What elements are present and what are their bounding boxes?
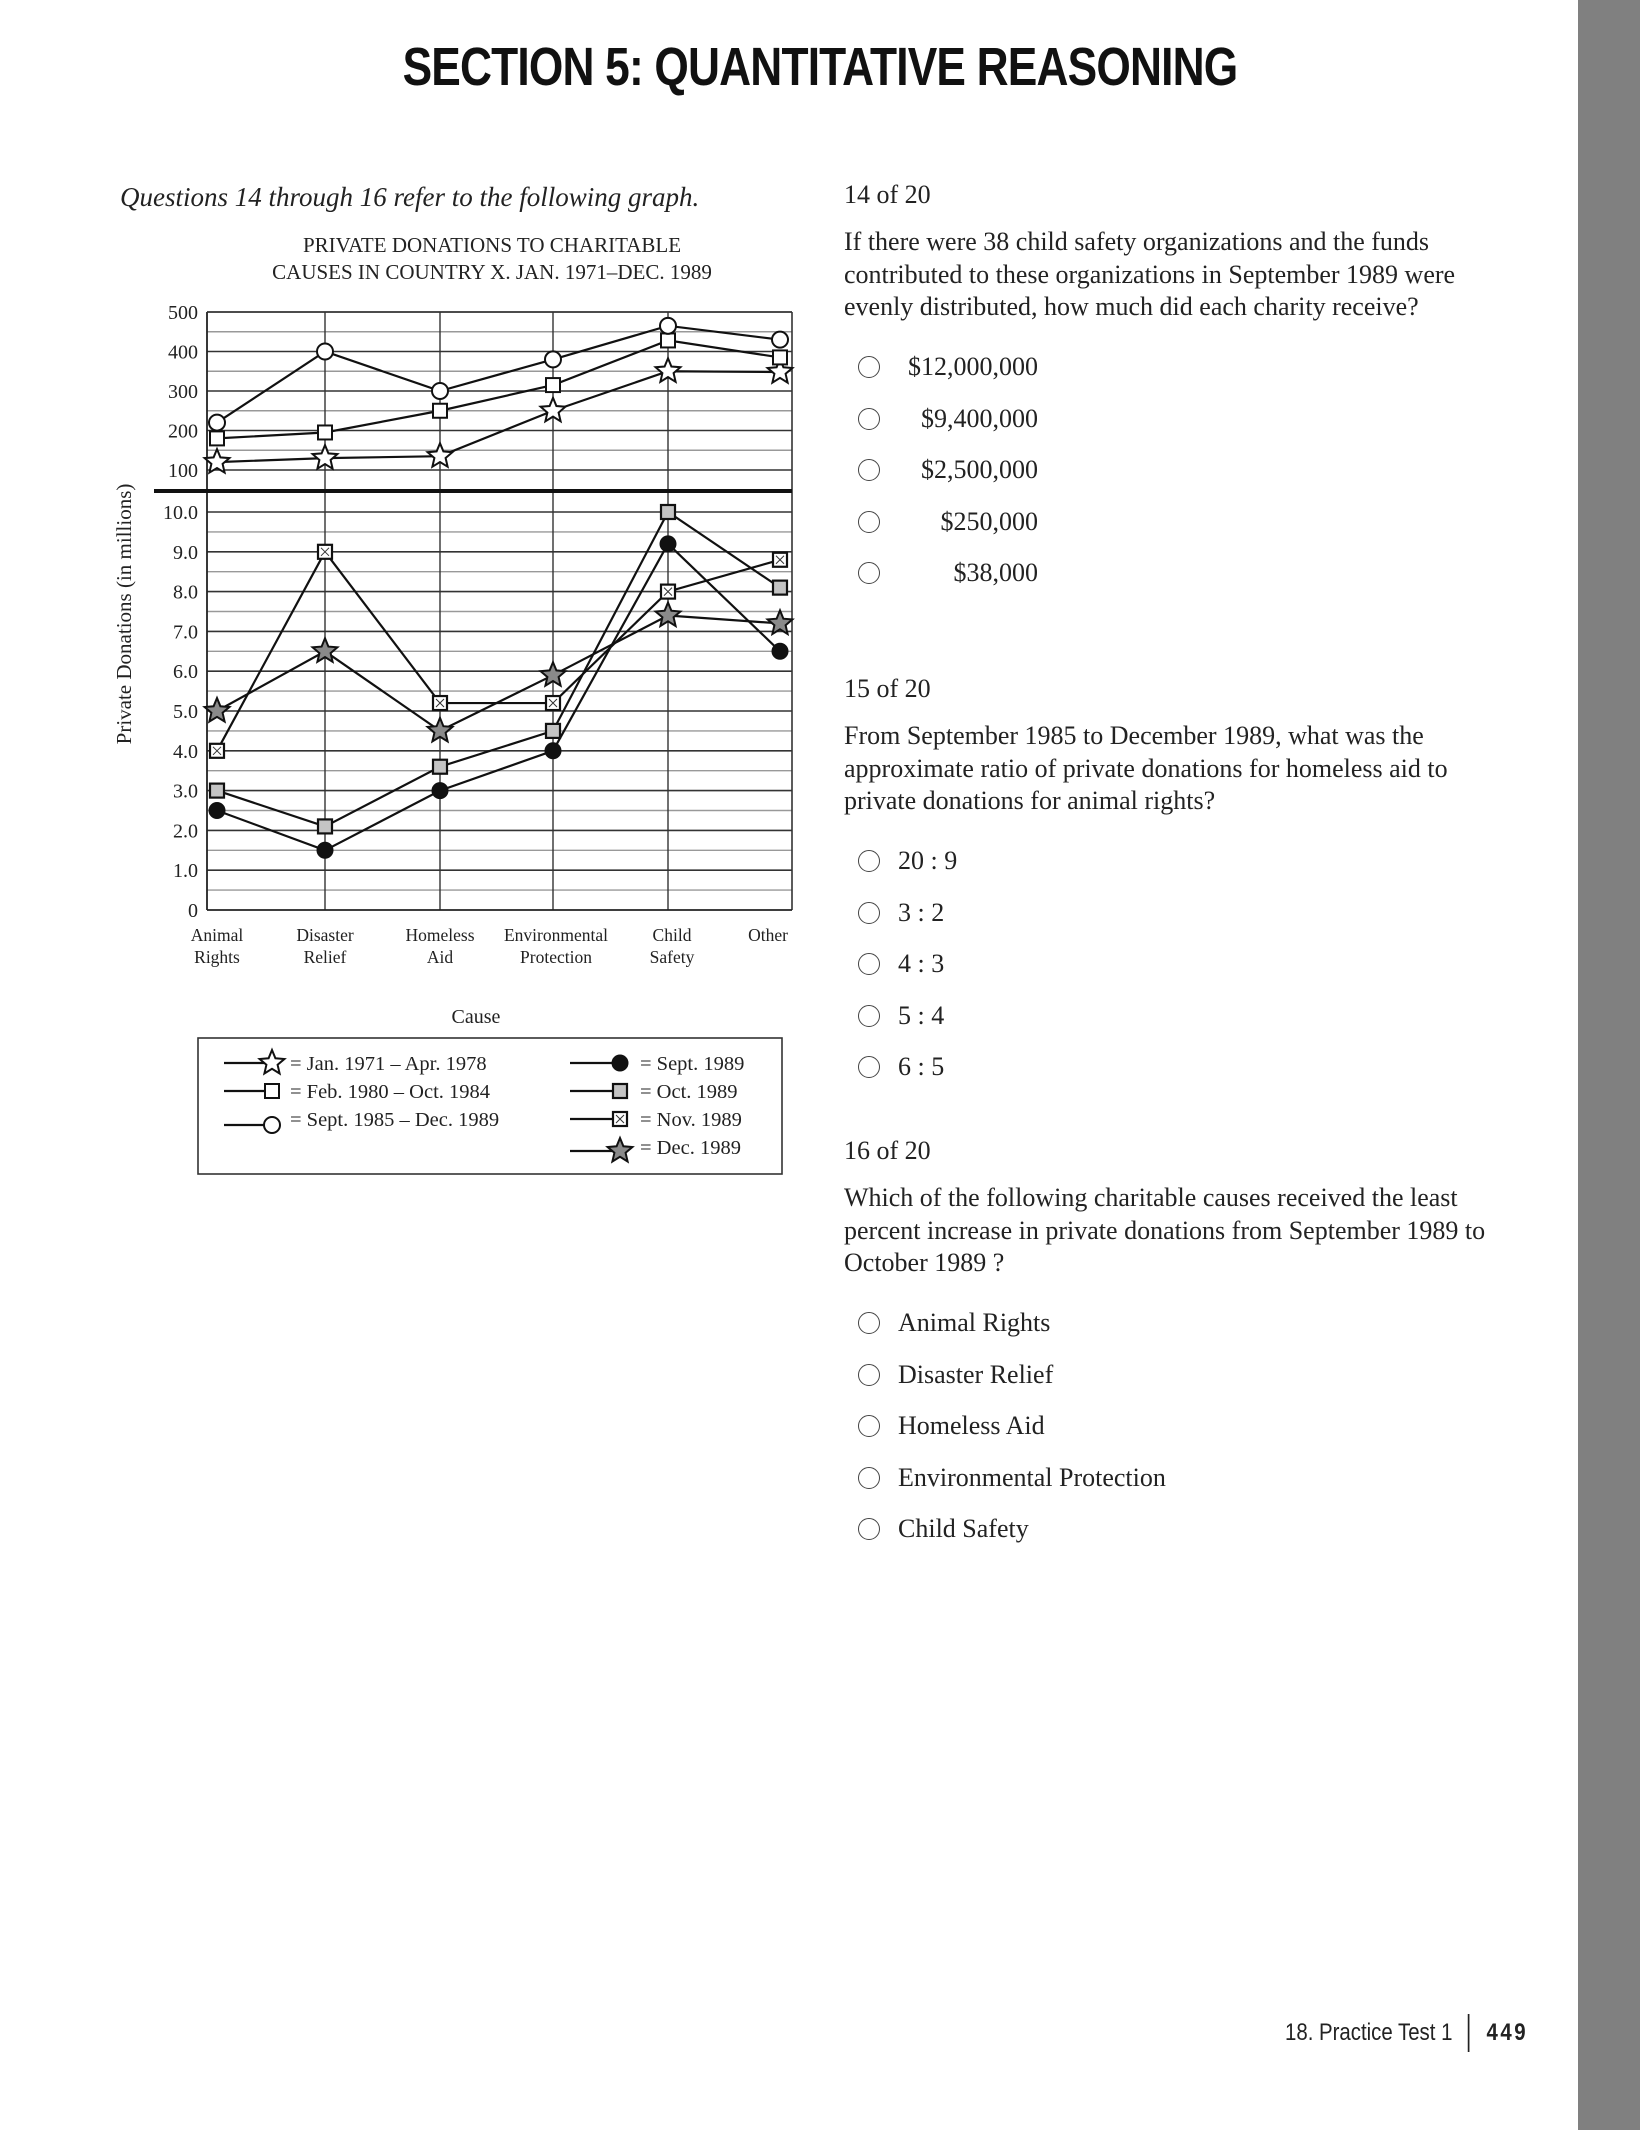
question-text: From September 1985 to December 1989, what was the approximate ratio of private donations for homeless aid to private donations for animal rights? bbox=[844, 721, 1448, 815]
data-point bbox=[318, 545, 332, 559]
x-tick-label: Protection bbox=[520, 947, 592, 967]
y-tick-label: 2.0 bbox=[173, 820, 198, 843]
x-axis-label: Cause bbox=[451, 1006, 501, 1028]
question-number: 16 of 20 bbox=[844, 1136, 931, 1165]
data-point bbox=[661, 505, 675, 519]
data-point bbox=[773, 553, 787, 567]
option-label: 6 : 5 bbox=[898, 1052, 945, 1082]
option-label: Disaster Relief bbox=[898, 1359, 1054, 1389]
data-point bbox=[541, 398, 566, 422]
x-tick-label: Disaster bbox=[296, 925, 354, 945]
answer-option[interactable] bbox=[844, 393, 1524, 445]
data-point bbox=[433, 696, 447, 710]
data-point bbox=[546, 724, 560, 738]
data-point bbox=[209, 803, 225, 819]
question-text: If there were 38 child safety organizations and the funds contributed to these organizations in September 1989 were evenly distributed, how much did each charity receive? bbox=[844, 227, 1456, 321]
data-point bbox=[432, 783, 448, 799]
x-tick-label: Aid bbox=[426, 947, 454, 967]
data-point bbox=[772, 643, 788, 659]
page-number: 449 bbox=[1486, 2019, 1529, 2046]
question-15 bbox=[844, 674, 1524, 1093]
radio-button[interactable] bbox=[858, 511, 880, 533]
question-14 bbox=[844, 180, 1524, 599]
donations-chart bbox=[0, 0, 800, 1200]
answer-option[interactable] bbox=[844, 342, 1524, 394]
radio-button[interactable] bbox=[858, 1518, 880, 1540]
answer-option[interactable] bbox=[844, 445, 1524, 497]
series-line bbox=[217, 544, 780, 850]
legend-label: = Dec. 1989 bbox=[640, 1137, 741, 1159]
radio-button[interactable] bbox=[858, 1364, 880, 1386]
chart-legend bbox=[198, 1038, 782, 1174]
legend-label: = Feb. 1980 – Oct. 1984 bbox=[290, 1081, 491, 1103]
data-point bbox=[205, 698, 230, 722]
data-point bbox=[317, 344, 333, 360]
x-tick-label: Animal bbox=[190, 925, 244, 945]
legend-marker bbox=[265, 1084, 279, 1098]
legend-marker bbox=[608, 1138, 633, 1162]
data-point bbox=[210, 744, 224, 758]
data-point bbox=[428, 718, 453, 742]
radio-button[interactable] bbox=[858, 356, 880, 378]
radio-button[interactable] bbox=[858, 1312, 880, 1334]
answer-option[interactable] bbox=[844, 1504, 1524, 1556]
radio-button[interactable] bbox=[858, 459, 880, 481]
y-tick-label: 0 bbox=[188, 900, 198, 922]
x-tick-label: Child bbox=[652, 925, 692, 945]
x-tick-label: Homeless bbox=[405, 925, 475, 945]
legend-marker bbox=[264, 1117, 280, 1133]
y-tick-label: 3.0 bbox=[173, 780, 198, 803]
radio-button[interactable] bbox=[858, 1056, 880, 1078]
data-point bbox=[432, 383, 448, 399]
data-point bbox=[656, 603, 681, 627]
y-tick-label: 100 bbox=[168, 460, 198, 482]
data-point bbox=[546, 378, 560, 392]
legend-marker bbox=[613, 1084, 627, 1098]
radio-button[interactable] bbox=[858, 1467, 880, 1489]
y-tick-label: 5.0 bbox=[173, 701, 198, 723]
y-tick-label: 200 bbox=[168, 420, 198, 443]
legend-label: = Jan. 1971 – Apr. 1978 bbox=[290, 1053, 487, 1075]
data-point bbox=[772, 332, 788, 348]
y-tick-label: 7.0 bbox=[173, 621, 198, 644]
option-label: $2,500,000 bbox=[921, 455, 1038, 485]
option-label: $9,400,000 bbox=[921, 403, 1038, 433]
answer-option[interactable] bbox=[844, 1298, 1524, 1350]
radio-button[interactable] bbox=[858, 902, 880, 924]
answer-option[interactable] bbox=[844, 887, 1524, 939]
radio-button[interactable] bbox=[858, 408, 880, 430]
legend-marker bbox=[260, 1050, 285, 1074]
page-footer bbox=[1285, 2014, 1528, 2052]
chart-title-line2: CAUSES IN COUNTRY X. JAN. 1971–DEC. 1989 bbox=[272, 260, 712, 284]
data-point bbox=[318, 425, 332, 439]
series-line bbox=[217, 326, 780, 423]
option-label: $12,000,000 bbox=[908, 352, 1038, 382]
question-number: 14 of 20 bbox=[844, 180, 931, 209]
legend-label: = Sept. 1989 bbox=[640, 1053, 745, 1075]
footer-divider bbox=[1468, 2014, 1470, 2052]
option-label: $250,000 bbox=[940, 506, 1038, 536]
y-tick-label: 500 bbox=[168, 302, 198, 324]
data-point bbox=[205, 449, 230, 473]
x-tick-label: Environmental bbox=[503, 925, 609, 945]
y-tick-label: 4.0 bbox=[173, 740, 198, 763]
y-tick-label: 6.0 bbox=[173, 661, 198, 684]
page-title: SECTION 5: QUANTITATIVE REASONING bbox=[402, 37, 1238, 97]
answer-option[interactable] bbox=[844, 548, 1524, 600]
legend-marker bbox=[612, 1055, 628, 1071]
answer-option[interactable] bbox=[844, 1042, 1524, 1094]
x-tick-label: Other bbox=[748, 925, 788, 945]
data-point bbox=[545, 743, 561, 759]
y-tick-label: 300 bbox=[168, 381, 198, 403]
radio-button[interactable] bbox=[858, 850, 880, 872]
data-point bbox=[428, 443, 453, 467]
data-point bbox=[317, 842, 333, 858]
y-tick-label: 10.0 bbox=[163, 502, 198, 524]
data-point bbox=[660, 536, 676, 552]
option-label: $38,000 bbox=[953, 558, 1038, 588]
footer-chapter: 18. Practice Test 1 bbox=[1285, 2019, 1453, 2046]
data-point bbox=[661, 585, 675, 599]
radio-button[interactable] bbox=[858, 562, 880, 584]
option-label: 20 : 9 bbox=[898, 846, 958, 876]
series-line bbox=[217, 615, 780, 730]
radio-button[interactable] bbox=[858, 953, 880, 975]
x-tick-label: Rights bbox=[194, 947, 240, 967]
answer-option[interactable] bbox=[844, 939, 1524, 991]
option-label: Child Safety bbox=[898, 1514, 1029, 1544]
data-point bbox=[209, 415, 225, 431]
data-point bbox=[656, 358, 681, 382]
data-point bbox=[433, 760, 447, 774]
answer-option[interactable] bbox=[844, 1349, 1524, 1401]
data-point bbox=[773, 350, 787, 364]
data-point bbox=[433, 404, 447, 418]
radio-button[interactable] bbox=[858, 1415, 880, 1437]
y-tick-label: 9.0 bbox=[173, 541, 198, 564]
data-point bbox=[210, 431, 224, 445]
legend-label: = Nov. 1989 bbox=[640, 1109, 742, 1131]
chart-title-line1: PRIVATE DONATIONS TO CHARITABLE bbox=[302, 233, 682, 257]
series-line bbox=[217, 512, 780, 826]
radio-button[interactable] bbox=[858, 1005, 880, 1027]
x-tick-label: Relief bbox=[303, 947, 347, 967]
option-label: Environmental Protection bbox=[898, 1462, 1166, 1492]
option-label: Animal Rights bbox=[898, 1308, 1051, 1338]
data-point bbox=[318, 819, 332, 833]
data-point bbox=[546, 696, 560, 710]
question-text: Which of the following charitable causes received the least percent increase in private donations from September 1989 to October 1989 ? bbox=[844, 1183, 1486, 1277]
data-point bbox=[313, 445, 338, 469]
legend-label: = Sept. 1985 – Dec. 1989 bbox=[290, 1109, 500, 1131]
data-point bbox=[661, 333, 675, 347]
legend-label: = Oct. 1989 bbox=[640, 1081, 738, 1103]
answer-option[interactable] bbox=[844, 1401, 1524, 1453]
y-axis-label: Private Donations (in millions) bbox=[112, 483, 136, 745]
data-point bbox=[541, 662, 566, 686]
y-tick-label: 400 bbox=[168, 341, 198, 364]
option-label: 5 : 4 bbox=[898, 1000, 945, 1030]
answer-option[interactable] bbox=[844, 990, 1524, 1042]
question-16 bbox=[844, 1136, 1524, 1555]
data-point bbox=[768, 610, 793, 634]
data-point bbox=[545, 351, 561, 367]
y-tick-label: 1.0 bbox=[173, 860, 198, 883]
data-point bbox=[210, 784, 224, 798]
x-tick-label: Safety bbox=[649, 947, 695, 967]
data-point bbox=[773, 581, 787, 595]
option-label: 4 : 3 bbox=[898, 949, 945, 979]
series-line bbox=[217, 340, 780, 438]
page-edge-tab bbox=[1578, 0, 1640, 2130]
data-point bbox=[660, 318, 676, 334]
answer-option[interactable] bbox=[844, 496, 1524, 548]
y-tick-label: 8.0 bbox=[173, 581, 198, 604]
answer-option[interactable] bbox=[844, 836, 1524, 888]
series-line bbox=[217, 371, 780, 462]
questions-intro: Questions 14 through 16 refer to the following graph. bbox=[120, 182, 700, 212]
option-label: Homeless Aid bbox=[898, 1411, 1045, 1441]
option-label: 3 : 2 bbox=[898, 897, 945, 927]
legend-marker bbox=[613, 1112, 627, 1126]
answer-option[interactable] bbox=[844, 1452, 1524, 1504]
question-number: 15 of 20 bbox=[844, 674, 931, 703]
